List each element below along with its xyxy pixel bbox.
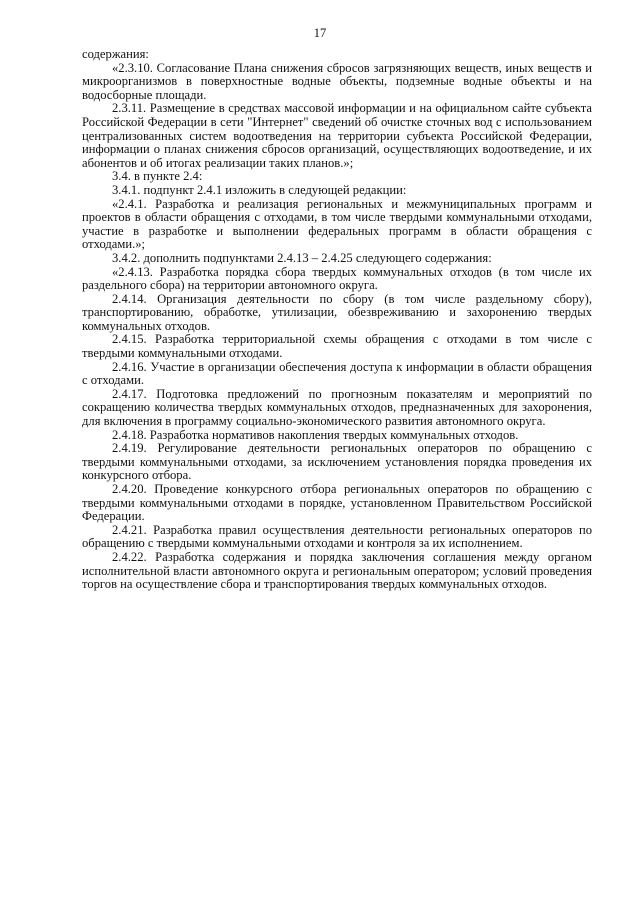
body-text xyxy=(82,48,592,592)
paragraph-2-4-15: 2.4.15. Разработка территориальной схемы обращения с отходами в том числе с твердыми коммунальными отходами. xyxy=(82,332,592,361)
paragraph-2-4-13: «2.4.13. Разработка порядка сбора твердых коммунальных отходов (в том числе их раздельного сбора) на территории автономного округа. xyxy=(82,264,592,293)
paragraph-3-4-2: 3.4.2. дополнить подпунктами 2.4.13 – 2.4.25 следующего содержания: xyxy=(112,250,492,265)
paragraph-2-4-20: 2.4.20. Проведение конкурсного отбора региональных операторов по обращению с твердыми коммунальными отходами в порядке, установленном Правительством Российской Федерации. xyxy=(82,482,592,524)
paragraph-2-4-21: 2.4.21. Разработка правил осуществления деятельности региональных операторов по обращению с твердыми коммунальными отходами и контроля за их исполнением. xyxy=(82,522,592,551)
paragraph-continuation: содержания: xyxy=(82,47,149,61)
paragraph-2-4-18: 2.4.18. Разработка нормативов накопления твердых коммунальных отходов. xyxy=(112,427,519,442)
paragraph-2-4-14: 2.4.14. Организация деятельности по сбору (в том числе раздельному сбору), транспортированию, обработке, утилизации, обезвреживанию и захоронению твердых коммунальных отходов. xyxy=(82,291,592,333)
paragraph-3-4: 3.4. в пункте 2.4: xyxy=(112,169,203,184)
page-number: 17 xyxy=(313,26,327,40)
paragraph-2-4-1: «2.4.1. Разработка и реализация региональных и межмуниципальных программ и проектов в области обращения с отходами, в том числе твердыми коммунальными отходами, участие в разработке и выполнении федеральных программ в области обращения с отходами.»; xyxy=(82,196,592,252)
paragraph-3-4-1: 3.4.1. подпункт 2.4.1 изложить в следующей редакции: xyxy=(112,182,407,197)
paragraph-2-4-22: 2.4.22. Разработка содержания и порядка заключения соглашения между органом исполнительной власти автономного округа и региональным оператором; условий проведения торгов на осуществление сбора и транспортирования твердых коммунальных отходов. xyxy=(82,549,592,592)
paragraph-2-4-17: 2.4.17. Подготовка предложений по прогнозным показателям и мероприятий по сокращению количества твердых коммунальных отходов, предназначенных для захоронения, для включения в программу социально-экономического развития автономного округа. xyxy=(82,386,592,429)
paragraph-2-3-11: 2.3.11. Размещение в средствах массовой информации и на официальном сайте субъекта Российской Федерации в сети "Интернет" сведений об очистке сточных вод с использованием централизованных систем водоотведения на территории субъекта Российской Федерации, информации о планах снижения сбросов организаций, осуществляющих водоотведение, и их абонентов и об итогах реализации таких планов.»; xyxy=(82,101,592,170)
paragraph-2-4-19: 2.4.19. Регулирование деятельности региональных операторов по обращению с твердыми коммунальными отходами, за исключением установления порядка проведения их конкурсного отбора. xyxy=(82,441,592,483)
paragraph-2-3-10: «2.3.10. Согласование Плана снижения сбросов загрязняющих веществ, иных веществ и микроорганизмов в поверхностные водные объекты, подземные водные объекты и на водосборные площади. xyxy=(82,60,592,102)
paragraph-2-4-16: 2.4.16. Участие в организации обеспечения доступа к информации в области обращения с отходами. xyxy=(82,359,592,388)
